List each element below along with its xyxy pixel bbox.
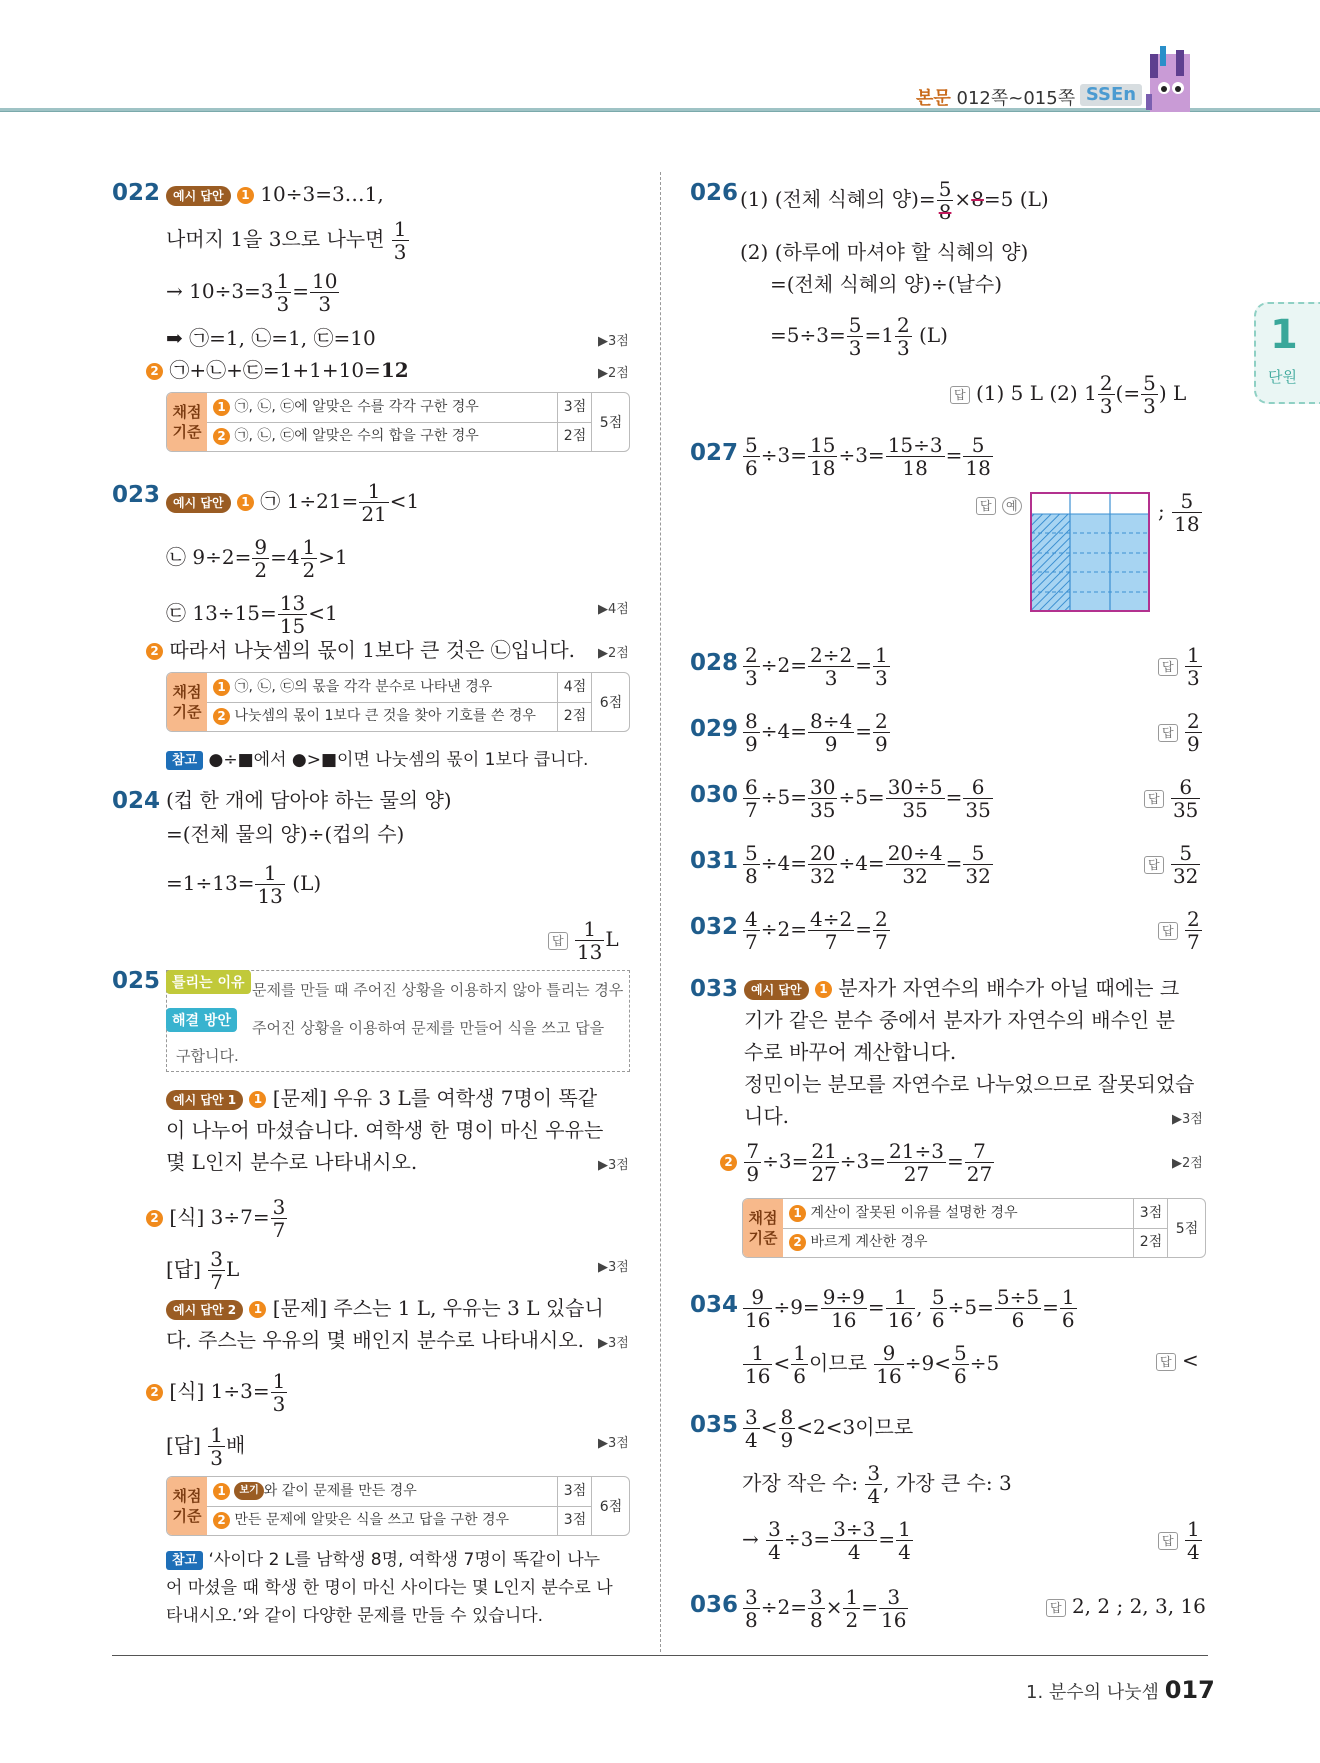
- solution-text-1: 주어진 상황을 이용하여 문제를 만들어 식을 쓰고 답을: [252, 1019, 605, 1037]
- unit-label: (L): [919, 323, 948, 347]
- fraction: $\frac{5}{6}$: [953, 1341, 967, 1388]
- fraction: $\frac{1}{13}$: [257, 861, 283, 908]
- fraction: $\frac{3}{7}$: [272, 1195, 286, 1242]
- fraction: $\frac{6}{35}$: [1172, 775, 1199, 822]
- p033-equation: 2 $\frac{7}{9}$ ÷3= $\frac{21}{27}$ ÷3= $\frac{21\div 3}{27}$ = $\frac{7}{27}$: [720, 1140, 995, 1185]
- fraction: $\frac{5}{18}$: [1174, 489, 1200, 536]
- fraction: $\frac{8}{9}$: [745, 709, 758, 756]
- fraction: $\frac{4\div 2}{7}$: [809, 907, 853, 954]
- unit-label: (L): [292, 871, 322, 895]
- p035-line2: [742, 1462, 1012, 1507]
- fraction: $\frac{1}{13}$: [576, 917, 603, 964]
- fraction: $\frac{3}{16}$: [880, 1585, 907, 1632]
- p024-line3-text: =1÷13=: [166, 871, 255, 895]
- points-label: ▶3점: [598, 1436, 629, 1451]
- times-sign: ×: [954, 187, 972, 211]
- p036-answer: [1046, 1592, 1206, 1620]
- fraction: $\frac{5}{8}$: [745, 841, 758, 888]
- p025-ex1-answer: [166, 1248, 239, 1293]
- p030-equation: $\frac{6}{7}$ ÷5= $\frac{30}{35}$ ÷5= $\frac{30\div 5}{35}$ = $\frac{6}{35}$: [745, 775, 991, 822]
- score-total: 6점: [591, 673, 630, 731]
- p025-ex1-eq: [146, 1196, 288, 1241]
- fraction: $\frac{5}{6}$: [745, 433, 758, 480]
- note-text: ‘사이다 2 L를 남학생 8명, 여학생 7명이 똑같이 나누: [208, 1550, 601, 1570]
- score-row: [207, 702, 536, 731]
- score-criteria-label: 채점 기준: [167, 1477, 207, 1535]
- p023-line1: 예시 답안 1 ㉠ 1÷21= $\frac{1}{21}$ <1: [166, 480, 419, 525]
- divider: [783, 1228, 1167, 1229]
- score-row-text: ㉠, ㉡, ㉢에 알맞은 수의 합을 구한 경우: [234, 428, 479, 444]
- problem-number-032: 032: [690, 914, 739, 940]
- p035-answer: [1158, 1518, 1203, 1563]
- fraction: $\frac{20}{32}$: [809, 841, 836, 888]
- example-answer-2-badge: 예시 답안 2: [166, 1300, 243, 1320]
- step-2-icon: 2: [146, 363, 163, 380]
- p034-mid-text: 이므로: [808, 1351, 867, 1375]
- fraction: $\frac{1}{16}$: [887, 1285, 914, 1332]
- problem-number-031: 031: [690, 848, 739, 874]
- step-1-icon: 1: [249, 1091, 266, 1108]
- score-points: 3점: [557, 1506, 592, 1535]
- p033-line1: [744, 974, 1179, 1002]
- fraction: $\frac{30\div 5}{35}$: [887, 775, 943, 822]
- problem-number-033: 033: [690, 976, 739, 1002]
- p022-line5: [146, 356, 409, 384]
- fraction: $\frac{20\div 4}{32}$: [887, 841, 943, 888]
- p025-note-1: [166, 1546, 600, 1574]
- problem-number-023: 023: [112, 482, 161, 508]
- p025-ex2-answer: [166, 1424, 245, 1469]
- score-row: [207, 1506, 509, 1535]
- p026-line4: =5÷3= $\frac{5}{3}$ =1 $\frac{2}{3}$ (L): [770, 313, 948, 360]
- p022-line5-text: ㉠+㉡+㉢=1+1+10=: [169, 358, 381, 382]
- p027-answer-value: ; $\frac{5}{18}$: [1158, 489, 1200, 536]
- score-row-text: ㉠, ㉡, ㉢에 알맞은 수를 각각 구한 경우: [234, 399, 479, 415]
- p023-line2-text: ㉡ 9÷2=: [166, 545, 252, 569]
- p025-note-2: 어 마셨을 때 학생 한 명이 마신 사이다는 몇 L인지 분수로 나: [166, 1578, 613, 1598]
- p029-equation: $\frac{8}{9}$ ÷4= $\frac{8\div 4}{9}$ = $\frac{2}{9}$: [745, 709, 888, 756]
- points-label: ▶4점: [598, 602, 629, 617]
- p026-answer: 답 (1) 5 L (2) 1 $\frac{2}{3}$ (= $\frac{5}{3}$ ) L: [950, 372, 1186, 417]
- fraction: $\frac{9}{2}$: [254, 535, 268, 582]
- answer-unit: L: [1173, 381, 1187, 405]
- fraction: $\frac{1}{6}$: [1061, 1285, 1075, 1332]
- fraction: $\frac{2}{9}$: [874, 709, 888, 756]
- fraction: $\frac{1}{3}$: [210, 1423, 224, 1470]
- fraction: $\frac{9\div 9}{16}$: [822, 1285, 865, 1332]
- fraction: $\frac{1}{3}$: [874, 643, 888, 690]
- solution-tag: 해결 방안: [166, 1008, 237, 1032]
- p031-answer: [1144, 842, 1201, 887]
- fraction: $\frac{9}{16}$: [876, 1341, 902, 1388]
- step-2-icon: 2: [213, 428, 230, 445]
- brand-logo: SSEn: [1080, 84, 1142, 106]
- fraction: $\frac{3}{4}$: [867, 1461, 881, 1508]
- p034-line1: $\frac{9}{16}$ ÷9= $\frac{9\div 9}{16}$ = $\frac{1}{16}$ , $\frac{5}{6}$ ÷5= $\frac{5\div 5}{6}$ = $\frac{1}{6}$: [745, 1285, 1075, 1332]
- fraction: $\frac{2}{3}$: [1099, 371, 1113, 418]
- fraction: $\frac{2}{3}$: [896, 313, 910, 360]
- score-points: 2점: [1133, 1228, 1168, 1257]
- fraction: $\frac{13}{15}$: [279, 591, 306, 638]
- p027-answer-label: [976, 490, 1022, 518]
- points-label: ▶2점: [598, 366, 629, 381]
- unit-label: 단원: [1268, 368, 1297, 386]
- p022-line1: [166, 180, 384, 208]
- p025-note-3: 타내시오.’와 같이 다양한 문제를 만들 수 있습니다.: [166, 1606, 544, 1626]
- step-1-icon: 1: [249, 1301, 266, 1318]
- p031-equation: $\frac{5}{8}$ ÷4= $\frac{20}{32}$ ÷4= $\frac{20\div 4}{32}$ = $\frac{5}{32}$: [745, 841, 991, 888]
- score-table-022: [166, 392, 630, 452]
- p024-line2: =(전체 물의 양)÷(컵의 수): [166, 822, 405, 846]
- problem-number-029: 029: [690, 716, 739, 742]
- problem-number-035: 035: [690, 1412, 739, 1438]
- answer-icon: 답: [1158, 922, 1178, 940]
- p026-line4-text: =5÷3=: [770, 323, 846, 347]
- fraction: $\frac{5}{18}$: [965, 433, 991, 480]
- fraction: $\frac{1}{16}$: [745, 1341, 771, 1388]
- score-criteria-label: 채점 기준: [167, 393, 207, 451]
- example-answer-badge: 예시 답안: [166, 493, 231, 513]
- points-label: ▶3점: [598, 334, 629, 349]
- p022-line3-text: → 10÷3=3: [166, 279, 274, 303]
- score-table-023: [166, 672, 630, 732]
- p024-answer: [548, 918, 619, 963]
- p023-note: [166, 746, 588, 774]
- step-2-icon: 2: [146, 1384, 163, 1401]
- p033-line1-text: 분자가 자연수의 배수가 아닐 때에는 크: [838, 976, 1180, 1000]
- p023-line2: ㉡ 9÷2= $\frac{9}{2}$ =4 $\frac{1}{2}$ >1: [166, 535, 348, 582]
- fraction: $\frac{8}{9}$: [780, 1405, 794, 1452]
- points-label: ▶3점: [598, 1336, 629, 1351]
- fraction: $\frac{4}{7}$: [745, 907, 758, 954]
- score-criteria-label: 채점 기준: [167, 673, 207, 731]
- p025-ex1-line3: 몇 L인지 분수로 나타내시오.: [166, 1150, 418, 1174]
- header-title-range: 012쪽~015쪽: [956, 88, 1076, 109]
- problem-number-034: 034: [690, 1292, 739, 1318]
- cancelled-number: 8: [971, 187, 984, 211]
- fraction: $\frac{1}{4}$: [1186, 1517, 1200, 1564]
- step-2-icon: 2: [146, 643, 163, 660]
- divider: [207, 422, 591, 423]
- points-label: ▶2점: [1172, 1156, 1203, 1171]
- problem-number-028: 028: [690, 650, 739, 676]
- answer-icon: 답: [976, 497, 996, 515]
- p036-answer-value: 2, 2 ; 2, 3, 16: [1071, 1594, 1206, 1618]
- p024-line3: [166, 862, 321, 907]
- fraction: $\frac{30}{35}$: [809, 775, 836, 822]
- header-rule-shadow: [0, 111, 1320, 112]
- step-1-icon: 1: [213, 679, 230, 696]
- fraction: $\frac{5}{3}$: [848, 313, 862, 360]
- score-row-text: 계산이 잘못된 이유를 설명한 경우: [810, 1205, 1018, 1221]
- fraction: $\frac{15}{18}$: [809, 433, 836, 480]
- p025-ex1-line2: 이 나누어 마셨습니다. 여학생 한 명이 마신 우유는: [166, 1118, 604, 1142]
- fraction: $\frac{6}{35}$: [965, 775, 991, 822]
- problem-number-030: 030: [690, 782, 739, 808]
- p026-line1-tail: =5 (L): [983, 187, 1049, 211]
- fraction: $\frac{1}{3}$: [272, 1369, 286, 1416]
- answer-icon: 답: [1158, 724, 1178, 742]
- p026-line1: [740, 178, 1049, 223]
- points-label: ▶3점: [598, 1158, 629, 1173]
- step-1-icon: 1: [213, 399, 230, 416]
- fraction: $\frac{21\div 3}{27}$: [889, 1139, 944, 1186]
- header-title-bold: 본문: [916, 88, 951, 109]
- problem-number-022: 022: [112, 180, 161, 206]
- fraction: $\frac{1}{3}$: [276, 269, 290, 316]
- p036-equation: $\frac{3}{8}$ ÷2= $\frac{3}{8}$ × $\frac{1}{2}$ = $\frac{3}{16}$: [745, 1585, 907, 1632]
- fraction: $\frac{3}{7}$: [210, 1247, 224, 1294]
- answer-icon: 답: [1144, 790, 1164, 808]
- note-badge: 참고: [166, 751, 203, 770]
- answer-label: [답]: [166, 1433, 201, 1457]
- score-points: 3점: [1133, 1199, 1168, 1228]
- score-row: [207, 422, 479, 451]
- score-row: [207, 393, 479, 422]
- score-points: 4점: [557, 673, 592, 702]
- score-table-025: [166, 1476, 630, 1536]
- fraction: $\frac{10}{3}$: [312, 269, 338, 316]
- fraction: $\frac{2}{9}$: [1186, 709, 1200, 756]
- footer: [1026, 1676, 1215, 1704]
- problem-number-026: 026: [690, 180, 739, 206]
- solution-text-2: 구합니다.: [176, 1047, 239, 1065]
- fraction: $\frac{1}{21}$: [361, 479, 387, 526]
- divider: [207, 702, 591, 703]
- fraction: $\frac{5}{3}$: [1143, 371, 1156, 418]
- step-2-icon: 2: [720, 1154, 737, 1171]
- score-points: 3점: [557, 1477, 592, 1506]
- p026-line1-text: (1) (전체 식혜의 양)=: [740, 187, 936, 211]
- score-row: [783, 1228, 928, 1257]
- fraction: $\frac{3}{8}$: [745, 1585, 758, 1632]
- p034-line2: $\frac{1}{16}$ < $\frac{1}{6}$ 이므로 $\frac{9}{16}$ ÷9< $\frac{5}{6}$ ÷5: [745, 1341, 1000, 1388]
- fraction: $\frac{5}{32}$: [965, 841, 991, 888]
- p035-line1: $\frac{3}{4}$ < $\frac{8}{9}$ <2<3이므로: [745, 1405, 914, 1452]
- p035-line3: → $\frac{3}{4}$ ÷3= $\frac{3\div 3}{4}$ = $\frac{1}{4}$: [742, 1517, 911, 1564]
- fraction: $\frac{15\div 3}{18}$: [887, 433, 943, 480]
- fraction: $\frac{3}{4}$: [768, 1517, 781, 1564]
- score-table-033: [742, 1198, 1206, 1258]
- fraction: $\frac{8\div 4}{9}$: [809, 709, 853, 756]
- p022-answer: 12: [380, 358, 409, 382]
- p023-line3-text: ㉢ 13÷15=: [166, 601, 277, 625]
- score-row-text: 와 같이 문제를 만든 경우: [263, 1483, 417, 1499]
- header-title: [916, 84, 1075, 110]
- fraction: $\frac{5\div 5}{6}$: [996, 1285, 1040, 1332]
- fraction: $\frac{21}{27}$: [811, 1139, 837, 1186]
- score-points: 3점: [557, 393, 592, 422]
- fraction: $\frac{1}{4}$: [898, 1517, 911, 1564]
- answer-label: [답]: [166, 1257, 201, 1281]
- p035-line2-a: 가장 작은 수:: [742, 1471, 859, 1495]
- p025-ex1-line1: [166, 1084, 597, 1112]
- p027-equation: $\frac{5}{6}$ ÷3= $\frac{15}{18}$ ÷3= $\frac{15\div 3}{18}$ = $\frac{5}{18}$: [745, 433, 991, 480]
- footer-chapter: 1. 분수의 나눗셈: [1026, 1682, 1159, 1703]
- example-answer-1-badge: 예시 답안 1: [166, 1090, 243, 1110]
- divider: [207, 1506, 591, 1507]
- answer-icon: 답: [1158, 1532, 1178, 1550]
- p033-line2: 기가 같은 분수 중에서 분자가 자연수의 배수인 분: [744, 1008, 1175, 1032]
- p023-line3: ㉢ 13÷15= $\frac{13}{15}$ <1: [166, 591, 338, 638]
- step-2-icon: 2: [146, 1210, 163, 1227]
- fraction: $\frac{2}{7}$: [1186, 907, 1200, 954]
- step-1-icon: 1: [815, 981, 832, 998]
- points-label: ▶2점: [598, 646, 629, 661]
- answer-unit: L: [226, 1257, 240, 1281]
- fraction: $\frac{7}{27}$: [966, 1139, 993, 1186]
- column-divider: [660, 172, 661, 1652]
- answer-icon: 답: [1158, 658, 1178, 676]
- points-label: ▶3점: [1172, 1112, 1203, 1127]
- p025-ex2-line2: 다. 주스는 우유의 몇 배인지 분수로 나타내시오.: [166, 1328, 584, 1352]
- p025-ex2-eq: [146, 1370, 288, 1415]
- score-row-text: 나눗셈의 몫이 1보다 큰 것을 찾아 기호를 쓴 경우: [234, 708, 536, 724]
- fraction: $\frac{1}{3}$: [1186, 643, 1200, 690]
- score-total: 5점: [1167, 1199, 1206, 1257]
- p033-line4: 정민이는 분모를 자연수로 나누었으므로 잘못되었습: [744, 1072, 1195, 1096]
- unit-number: 1: [1270, 312, 1298, 358]
- note-text: ●÷■에서 ●>■이면 나눗셈의 몫이 1보다 큽니다.: [208, 750, 589, 770]
- fraction: $\frac{2\div 2}{3}$: [809, 643, 853, 690]
- answer-icon: 답: [1144, 856, 1164, 874]
- step-1-icon: 1: [789, 1205, 806, 1222]
- example-answer-badge: 예시 답안: [166, 186, 231, 206]
- fraction: $\frac{1}{3}$: [393, 217, 407, 264]
- p026-line3: =(전체 식혜의 양)÷(날수): [770, 272, 1003, 296]
- score-row-text: 만든 문제에 알맞은 식을 쓰고 답을 구한 경우: [234, 1512, 510, 1528]
- p026-line2: (2) (하루에 마셔야 할 식혜의 양): [740, 240, 1029, 264]
- fraction: $\frac{7}{9}$: [746, 1139, 760, 1186]
- answer-icon: 답: [950, 386, 970, 404]
- p032-answer: [1158, 908, 1203, 953]
- score-row: [207, 1477, 417, 1506]
- score-criteria-label: 채점 기준: [743, 1199, 783, 1257]
- p032-equation: $\frac{4}{7}$ ÷2= $\frac{4\div 2}{7}$ = $\frac{2}{7}$: [745, 907, 888, 954]
- score-points: 2점: [557, 422, 592, 451]
- answer-icon: 답: [1046, 1599, 1066, 1617]
- fraction: $\frac{6}{7}$: [745, 775, 758, 822]
- wrong-reason-tag: 틀리는 이유: [166, 970, 251, 994]
- score-row: [783, 1199, 1018, 1228]
- p033-line5: 니다.: [744, 1104, 789, 1128]
- score-total: 6점: [591, 1477, 630, 1535]
- score-points: 2점: [557, 702, 592, 731]
- answer-icon: 답: [548, 932, 568, 950]
- p022-line1-text: 10÷3=3…1,: [260, 182, 384, 206]
- fraction: $\frac{5}{8}$: [938, 177, 952, 224]
- p025-ex2-text: [문제] 주스는 1 L, 우유는 3 L 있습니: [272, 1296, 604, 1320]
- fraction: $\frac{3\div 3}{4}$: [833, 1517, 876, 1564]
- p028-equation: $\frac{2}{3}$ ÷2= $\frac{2\div 2}{3}$ = $\frac{1}{3}$: [745, 643, 888, 690]
- problem-number-036: 036: [690, 1592, 739, 1618]
- p025-ex1-eq-text: [식] 3÷7=: [169, 1205, 270, 1229]
- step-1-icon: 1: [237, 187, 254, 204]
- p023-line4: [146, 636, 575, 664]
- p023-line1-text: ㉠ 1÷21=: [260, 489, 359, 513]
- p027-area-model: [1030, 492, 1152, 614]
- fraction: $\frac{5}{6}$: [931, 1285, 945, 1332]
- points-label: ▶3점: [598, 1260, 629, 1275]
- page-number: 017: [1164, 1676, 1215, 1704]
- answer-unit: 배: [226, 1433, 246, 1457]
- footer-rule: [112, 1655, 1208, 1656]
- fraction: $\frac{5}{32}$: [1172, 841, 1199, 888]
- p034-answer: [1156, 1346, 1199, 1374]
- p026-answer-2: (2): [1049, 381, 1078, 405]
- step-1-icon: 1: [213, 1483, 230, 1500]
- p023-line4-text: 따라서 나눗셈의 몫이 1보다 큰 것은 ㉡입니다.: [169, 638, 576, 662]
- mascot-icon: [1146, 44, 1198, 118]
- unit-tab[interactable]: [1254, 302, 1320, 404]
- fraction: $\frac{3}{8}$: [809, 1585, 823, 1632]
- bogi-badge: 보기: [234, 1482, 263, 1500]
- step-1-icon: 1: [237, 494, 254, 511]
- fraction: $\frac{9}{16}$: [745, 1285, 771, 1332]
- score-row-text: 바르게 계산한 경우: [810, 1234, 928, 1250]
- p035-line1-text: <2<3이므로: [796, 1415, 914, 1439]
- p026-answer-1: (1) 5 L: [975, 381, 1044, 405]
- fraction: $\frac{1}{2}$: [845, 1585, 859, 1632]
- answer-unit: L: [605, 927, 619, 951]
- step-2-icon: 2: [213, 1512, 230, 1529]
- p025-ex1-text: [문제] 우유 3 L를 여학생 7명이 똑같: [272, 1086, 598, 1110]
- p022-line2: [166, 218, 410, 263]
- fraction: $\frac{1}{2}$: [302, 535, 316, 582]
- answer-icon: 답: [1156, 1353, 1176, 1371]
- fraction: $\frac{3}{4}$: [745, 1405, 758, 1452]
- step-2-icon: 2: [213, 708, 230, 725]
- problem-number-025: 025: [112, 968, 161, 994]
- p028-answer: [1158, 644, 1203, 689]
- fraction: $\frac{1}{6}$: [793, 1341, 806, 1388]
- p034-answer-value: <: [1181, 1348, 1199, 1372]
- example-icon: 예: [1002, 497, 1022, 515]
- note-badge: 참고: [166, 1551, 203, 1570]
- step-2-icon: 2: [789, 1234, 806, 1251]
- p025-ex2-line1: [166, 1294, 604, 1322]
- p024-line1: (컵 한 개에 담아야 하는 물의 양): [166, 788, 452, 812]
- score-total: 5점: [591, 393, 630, 451]
- p022-line3: → 10÷3=3 $\frac{1}{3}$ = $\frac{10}{3}$: [166, 269, 338, 316]
- fraction: $\frac{2}{7}$: [874, 907, 888, 954]
- score-row-text: ㉠, ㉡, ㉢의 몫을 각각 분수로 나타낸 경우: [234, 679, 493, 695]
- example-answer-badge: 예시 답안: [744, 980, 809, 1000]
- problem-number-024: 024: [112, 788, 161, 814]
- p033-line3: 수로 바꾸어 계산합니다.: [744, 1040, 957, 1064]
- p025-ex2-eq-text: [식] 1÷3=: [169, 1379, 270, 1403]
- p029-answer: [1158, 710, 1203, 755]
- p022-line4: ➡ ㉠=1, ㉡=1, ㉢=10: [166, 326, 376, 350]
- wrong-reason-text: 문제를 만들 때 주어진 상황을 이용하지 않아 틀리는 경우: [252, 981, 624, 999]
- p030-answer: [1144, 776, 1201, 821]
- problem-number-027: 027: [690, 440, 739, 466]
- p022-line2-text: 나머지 1을 3으로 나누면: [166, 227, 385, 251]
- score-row: [207, 673, 492, 702]
- p035-line2-b: , 가장 큰 수: 3: [883, 1471, 1012, 1495]
- fraction: $\frac{2}{3}$: [745, 643, 758, 690]
